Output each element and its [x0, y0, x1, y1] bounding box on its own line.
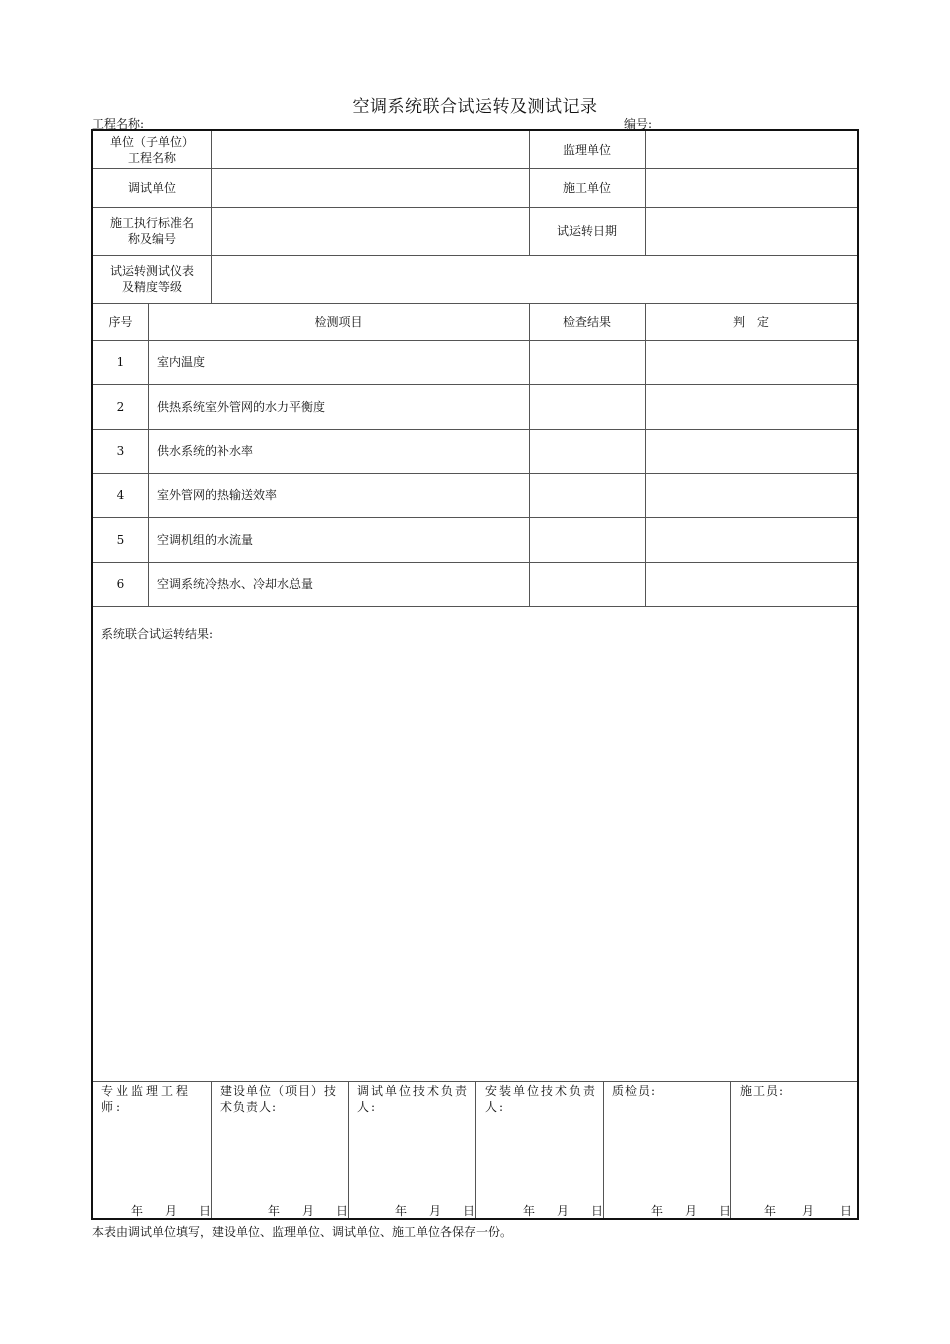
- row-result-cell[interactable]: [529, 517, 645, 562]
- signature-date: 年 月 日: [268, 1204, 349, 1218]
- row-result-cell[interactable]: [529, 340, 645, 384]
- row-judgement-cell[interactable]: [645, 562, 857, 606]
- row-result-cell[interactable]: [529, 384, 645, 429]
- signature-label-owner: 建设单位（项目）技术负责人:: [220, 1084, 338, 1114]
- row-item: 空调机组的水流量: [157, 532, 254, 547]
- instruments-label: 试运转测试仪表 及精度等级: [109, 264, 194, 294]
- row-item: 供热系统室外管网的水力平衡度: [157, 399, 326, 414]
- unit-project-label: 单位（子单位） 工程名称: [109, 134, 194, 165]
- row-judgement-cell[interactable]: [645, 517, 857, 562]
- result-text-area[interactable]: [101, 643, 849, 1073]
- unit-project-value[interactable]: [211, 131, 529, 168]
- supervisor-unit-label: 监理单位: [562, 142, 611, 157]
- row-judgement-cell[interactable]: [645, 384, 857, 429]
- signature-label-constructor: 施工员:: [740, 1084, 785, 1098]
- signature-date: 年 月 日: [651, 1204, 732, 1218]
- signature-label-testing: 调试单位技术负责人:: [357, 1084, 470, 1114]
- header-no: 序号: [108, 314, 133, 329]
- row-no: 4: [116, 488, 125, 502]
- header-judgement: 判 定: [732, 314, 769, 329]
- serial-no-label: 编号:: [624, 117, 653, 131]
- header-result: 检查结果: [562, 314, 611, 329]
- row-item: 室外管网的热输送效率: [157, 488, 278, 502]
- header-item: 检测项目: [314, 314, 363, 329]
- standard-label: 施工执行标准名 称及编号: [109, 216, 194, 246]
- row-no: 1: [116, 355, 125, 369]
- row-item: 空调系统冷热水、冷却水总量: [157, 577, 314, 591]
- row-result-cell[interactable]: [529, 473, 645, 517]
- row-no: 6: [116, 577, 125, 591]
- row-no: 3: [116, 444, 125, 458]
- trial-run-date-label: 试运转日期: [556, 224, 617, 238]
- row-item: 室内温度: [157, 355, 206, 369]
- construction-unit-value[interactable]: [645, 168, 857, 207]
- row-no: 2: [116, 399, 125, 414]
- signature-date: 年 月 日: [395, 1204, 476, 1218]
- result-label: 系统联合试运转结果:: [101, 627, 214, 641]
- signature-label-quality: 质检员:: [612, 1084, 657, 1098]
- instruments-value[interactable]: [211, 255, 857, 303]
- trial-run-date-value[interactable]: [645, 207, 857, 255]
- row-item: 供水系统的补水率: [157, 444, 254, 458]
- form-title: 空调系统联合试运转及测试记录: [352, 97, 598, 117]
- signature-label-installation: 安装单位技术负责人:: [485, 1084, 598, 1114]
- footnote: 本表由调试单位填写，建设单位、监理单位、调试单位、施工单位各保存一份。: [92, 1225, 513, 1239]
- row-judgement-cell[interactable]: [645, 340, 857, 384]
- testing-unit-label: 调试单位: [127, 180, 176, 195]
- form-table: [91, 129, 859, 1220]
- standard-value[interactable]: [211, 207, 529, 255]
- row-result-cell[interactable]: [529, 562, 645, 606]
- signature-date: 年 月 日: [131, 1204, 212, 1218]
- construction-unit-label: 施工单位: [562, 180, 611, 195]
- signature-date: 年 月 日: [764, 1204, 853, 1218]
- supervisor-unit-value[interactable]: [645, 131, 857, 168]
- signature-label-supervisor: 专业监理工程师:: [101, 1084, 192, 1114]
- testing-unit-value[interactable]: [211, 168, 529, 207]
- row-no: 5: [116, 532, 125, 547]
- row-judgement-cell[interactable]: [645, 473, 857, 517]
- row-result-cell[interactable]: [529, 429, 645, 473]
- project-name-label: 工程名称:: [92, 117, 145, 131]
- signature-date: 年 月 日: [523, 1204, 604, 1218]
- row-judgement-cell[interactable]: [645, 429, 857, 473]
